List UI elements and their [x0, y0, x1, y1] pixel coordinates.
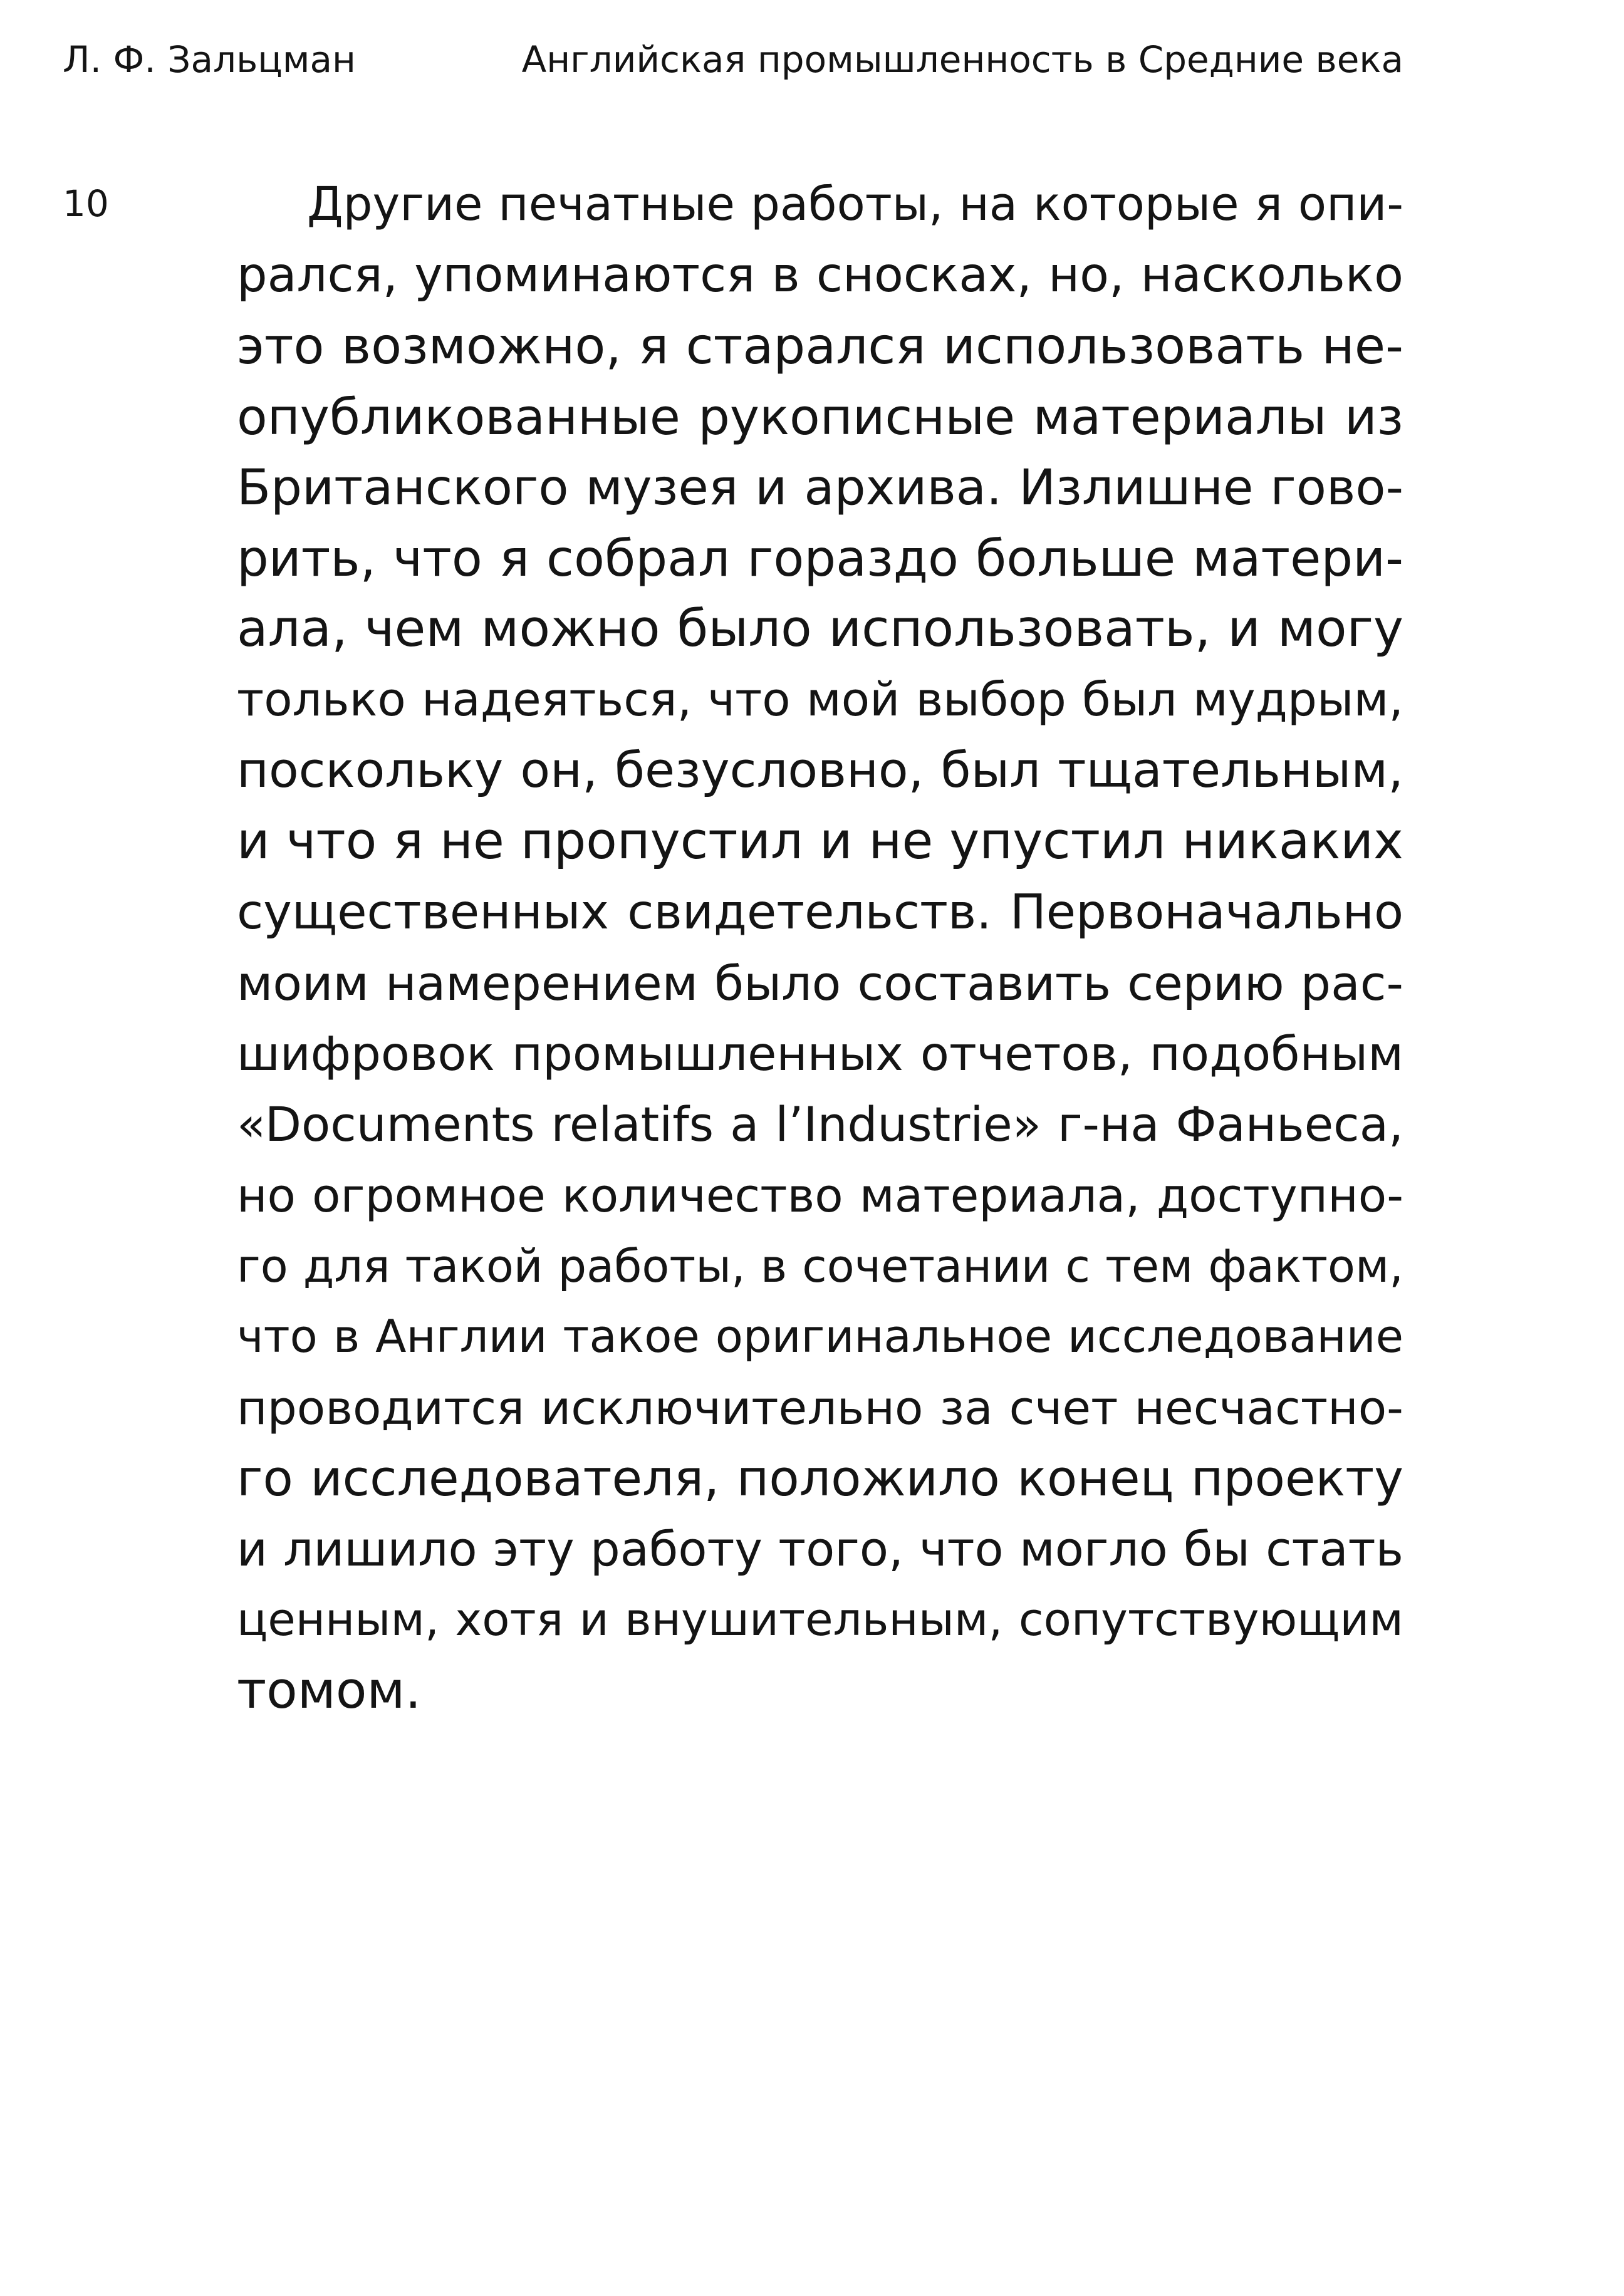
text-line: опубликованные рукописные материалы из [237, 388, 1403, 446]
body-paragraph [237, 169, 1403, 1727]
text-line: поскольку он, безусловно, был тщательным, [237, 742, 1403, 799]
page-number: 10 [63, 182, 109, 225]
text-line: «Documents relatifs a l’Industrie» г-на Фаньеса, [237, 1097, 1403, 1152]
text-line: что в Англии такое оригинальное исследование [237, 1311, 1403, 1363]
running-head-book-title: Английская промышленность в Средние века [521, 38, 1403, 81]
text-line: шифровок промышленных отчетов, подобным [237, 1026, 1403, 1081]
text-line: Британского музея и архива. Излишне гово- [237, 459, 1403, 516]
text-line: существенных свидетельств. Первоначально [237, 885, 1403, 940]
text-line: ценным, хотя и внушительным, сопутствующим [237, 1594, 1403, 1646]
running-head [63, 34, 1403, 85]
text-line: проводится исключительно за счет несчастно- [237, 1381, 1403, 1435]
text-line: рался, упоминаются в сносках, но, насколько [237, 247, 1403, 303]
text-line: моим намерением было составить серию рас- [237, 955, 1403, 1011]
text-line: и лишило эту работу того, что могло бы стать [237, 1522, 1403, 1577]
text-line: го исследователя, положило конец проекту [237, 1450, 1403, 1507]
text-line: го для такой работы, в сочетании с тем фактом, [237, 1240, 1403, 1292]
text-line: рить, что я собрал гораздо больше матери- [237, 529, 1403, 588]
text-line: это возможно, я старался использовать не- [237, 317, 1403, 375]
text-line: Другие печатные работы, на которые я опи- [307, 177, 1403, 231]
text-line: но огромное количество материала, доступно- [237, 1168, 1403, 1223]
running-head-author: Л. Ф. Зальцман [63, 38, 356, 81]
text-line: ала, чем можно было использовать, и могу [237, 600, 1403, 658]
text-line: только надеяться, что мой выбор был мудрым, [237, 673, 1403, 727]
text-line: и что я не пропустил и не упустил никаких [237, 812, 1403, 871]
text-line: томом. [237, 1661, 422, 1720]
